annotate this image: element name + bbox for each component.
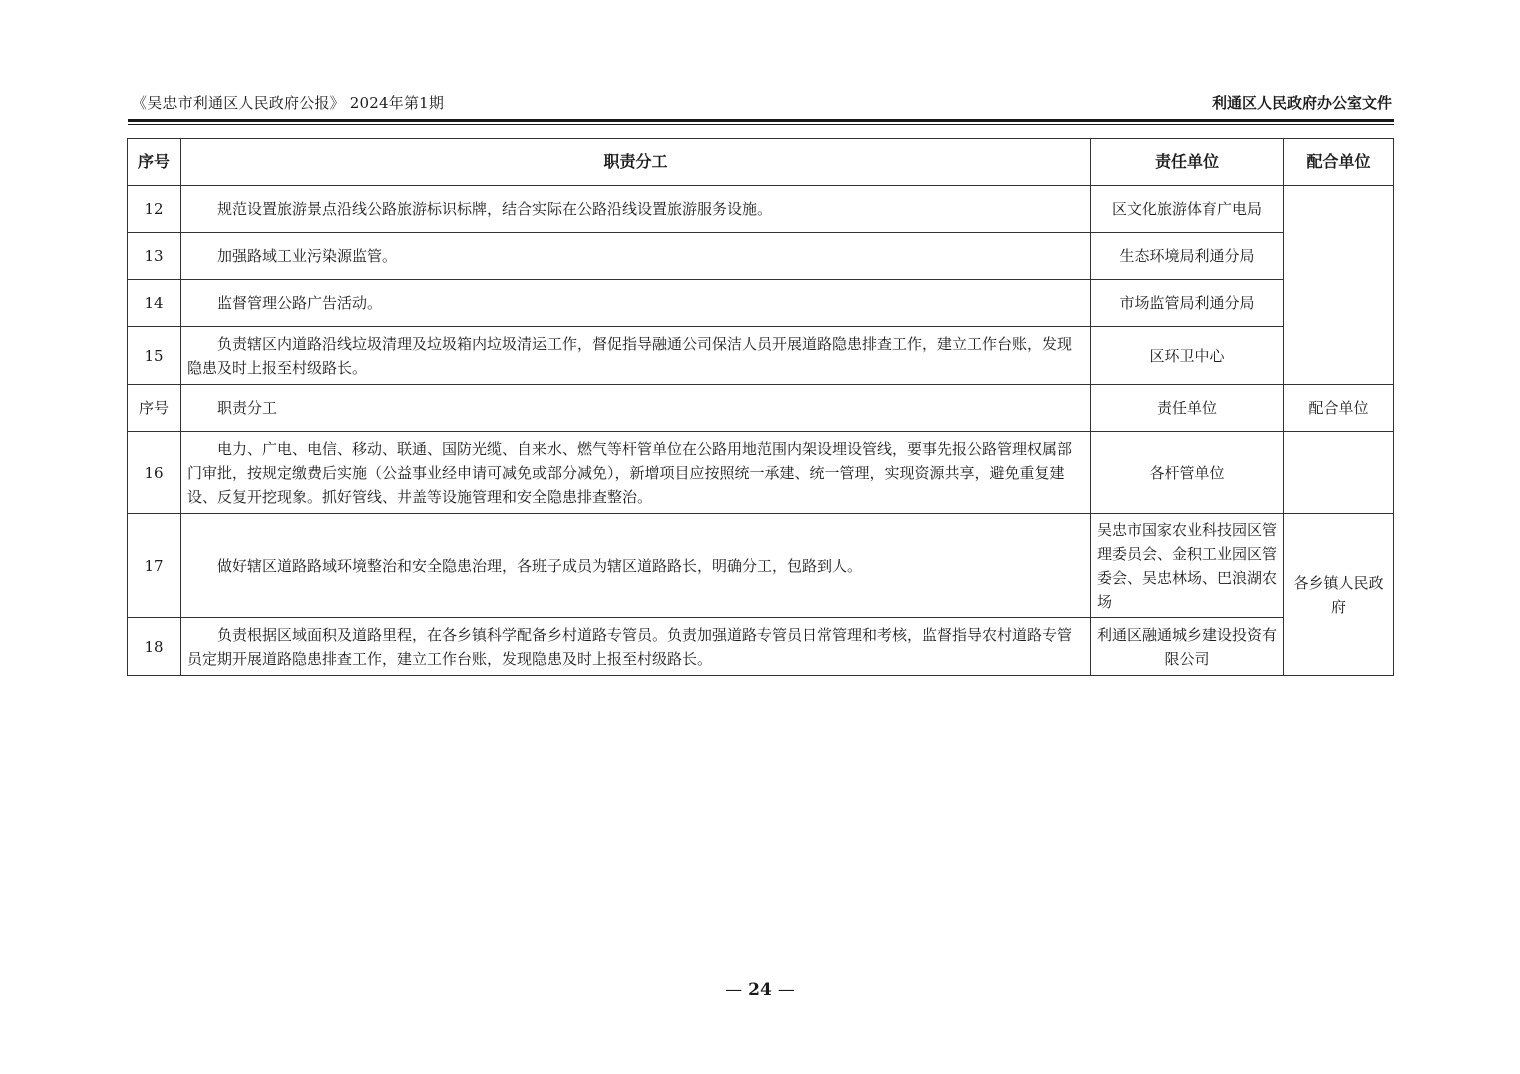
row-coop-empty [1284,432,1394,514]
table-row [128,280,1394,327]
subheader-duty: 职责分工 [181,385,1091,432]
footer-dash-left: — [725,980,743,1000]
row-unit: 市场监管局利通分局 [1091,280,1284,327]
row-num: 16 [128,432,181,514]
row-duty: 规范设置旅游景点沿线公路旅游标识标牌，结合实际在公路沿线设置旅游服务设施。 [181,186,1091,233]
document-source: 利通区人民政府办公室文件 [1211,94,1392,112]
table-row [128,327,1394,385]
row-duty: 负责辖区内道路沿线垃圾清理及垃圾箱内垃圾清运工作，督促指导融通公司保洁人员开展道路隐患排查工作，建立工作台账，发现隐患及时上报至村级路长。 [181,327,1091,385]
header-coop: 配合单位 [1284,139,1394,186]
table-row [128,618,1394,676]
row-unit: 区文化旅游体育广电局 [1091,186,1284,233]
row-unit: 各杆管单位 [1091,432,1284,514]
header-rule-thick [128,119,1394,122]
header-unit: 责任单位 [1091,139,1284,186]
table-row [128,514,1394,618]
row-num: 12 [128,186,181,233]
page-footer [0,980,1520,1000]
page-header [128,88,1394,118]
page-number: 24 [748,980,772,1000]
row-duty: 负责根据区域面积及道路里程，在各乡镇科学配备乡村道路专管员。负责加强道路专管员日常管理和考核，监督指导农村道路专管员定期开展道路隐患排查工作，建立工作台账，发现隐患及时上报至村级路长。 [181,618,1091,676]
row-num: 15 [128,327,181,385]
table-row [128,432,1394,514]
row-num: 17 [128,514,181,618]
row-num: 13 [128,233,181,280]
row-unit: 吴忠市国家农业科技园区管理委员会、金积工业园区管委会、吴忠林场、巴浪湖农场 [1091,514,1284,618]
row-duty: 电力、广电、电信、移动、联通、国防光缆、自来水、燃气等杆管单位在公路用地范围内架设埋设管线，要事先报公路管理权属部门审批，按规定缴费后实施（公益事业经申请可减免或部分减免），新增项目应按照统一承建、统一管理，实现资源共享，避免重复建设、反复开挖现象。抓好管线、井盖等设施管理和安全隐患排查整治。 [181,432,1091,514]
row-unit: 利通区融通城乡建设投资有限公司 [1091,618,1284,676]
subheader-num: 序号 [128,385,181,432]
row-coop-empty [1284,186,1394,385]
row-duty: 做好辖区道路路域环境整治和安全隐患治理，各班子成员为辖区道路路长，明确分工，包路到人。 [181,514,1091,618]
header-duty: 职责分工 [181,139,1091,186]
row-num: 14 [128,280,181,327]
row-duty: 监督管理公路广告活动。 [181,280,1091,327]
row-num: 18 [128,618,181,676]
row-coop-group: 各乡镇人民政府 [1284,514,1394,676]
subheader-coop: 配合单位 [1284,385,1394,432]
row-unit: 区环卫中心 [1091,327,1284,385]
subheader-unit: 责任单位 [1091,385,1284,432]
table-row [128,233,1394,280]
table-header-row [128,139,1394,186]
row-unit: 生态环境局利通分局 [1091,233,1284,280]
header-rule-thin [128,124,1394,125]
table-row [128,186,1394,233]
footer-dash-right: — [777,980,795,1000]
table-subheader-row [128,385,1394,432]
publication-title: 《吴忠市利通区人民政府公报》 2024年第1期 [132,94,445,112]
row-duty: 加强路域工业污染源监管。 [181,233,1091,280]
header-num: 序号 [128,139,181,186]
duty-table [127,138,1394,676]
